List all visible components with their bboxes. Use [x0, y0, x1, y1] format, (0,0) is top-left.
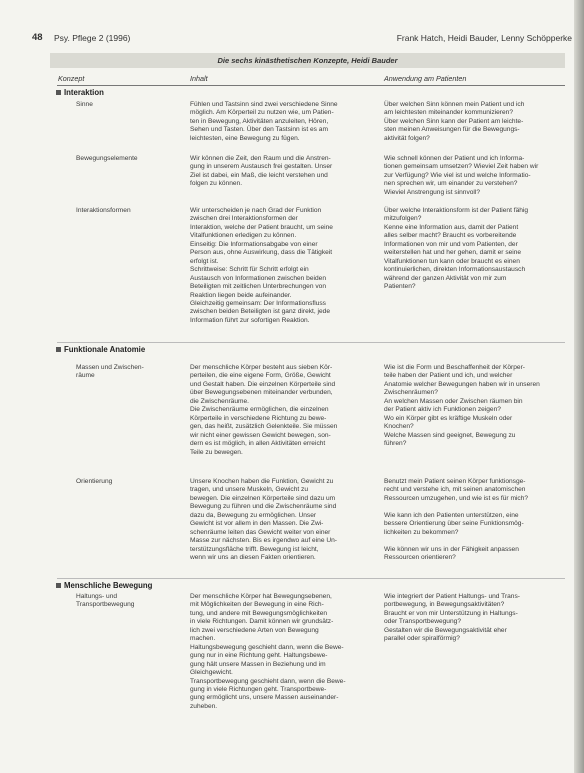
journal-reference: Psy. Pflege 2 (1996): [54, 33, 131, 43]
inhalt-cell: Der menschliche Körper besteht aus sieben Kör- perteilen, die eine eigene Form, Größe, Gewicht und Gestalt haben. Die einzelnen Körperteile sind über Bewegungsebenen miteinander verbunden, die Zwischenräume. Die Zwischenräume ermöglichen, die einzelnen Körperteile in verschiedene Richtung zu bewe- gen, das heißt, zusätzlich Gelenkteile. Sie müssen wir nicht einer gewissen Gewicht bewegen, son- dern es ist möglich, in allen Aktivitäten erreicht Teile zu bewegen.: [190, 364, 338, 456]
konzept-cell: Sinne: [76, 101, 93, 108]
anwendung-cell: Über welche Interaktionsform ist der Patient fähig mitzufolgen? Kenne eine Information aus, damit der Patient alles selber macht? Braucht es vorbereitende Informationen von mir und vom Patienten, der weiterstellen hat und her gehen, damit er seine Vitalfunktionen tun kann oder braucht es einen kontinuierlichen, direkten Informationsaustausch während der ganzen Aktivität von mir zum Patienten?: [384, 207, 529, 291]
header-authors: Frank Hatch, Heidi Bauder, Lenny Schöpperke: [396, 33, 572, 43]
column-header-anwendung: Anwendung am Patienten: [384, 74, 467, 83]
header-rule: [57, 85, 565, 86]
page-header: [32, 32, 572, 46]
page-number: 48: [32, 32, 43, 43]
anwendung-cell: Wie integriert der Patient Haltungs- und Trans- portbewegung, in Bewegungsaktivitäten? Braucht er von mir Unterstützung in Haltungs- oder Transportbewegung? Gestalten wir die Bewegungsaktivität eher parallel oder spiralförmig?: [384, 593, 520, 643]
bullet-square-icon: [56, 583, 61, 588]
inhalt-cell: Wir können die Zeit, den Raum und die Anstren- gung in unserem Austausch frei gestalten. Unser Ziel ist dabei, ein Maß, die leicht verstehen und folgen zu können.: [190, 155, 333, 188]
section-title-interaktion: Interaktion: [56, 88, 104, 97]
inhalt-cell: Fühlen und Tastsinn sind zwei verschiedene Sinne möglich. Am Körperteil zu nutzen wie, um Patien- ten in Bewegung, Aktivitäten anzuleiten, Hören, Sehen und Tasten. Über den Tastsinn ist es am leichtesten, eine Bewegung zu fügen.: [190, 101, 338, 142]
konzept-cell: Orientierung: [76, 478, 113, 485]
section-title-funktionale-anatomie: Funktionale Anatomie: [56, 345, 145, 354]
anwendung-cell: Wie schnell können der Patient und ich Informa- tionen gemeinsam umsetzen? Wieviel Zeit haben wir zur Verfügung? Wie viel ist und welche Informatio- nen sprechen wir, um einander zu verstehen? Wieviel Anstrengung ist sinnvoll?: [384, 155, 539, 196]
section-title-menschliche-bewegung: Menschliche Bewegung: [56, 581, 152, 590]
column-header-inhalt: Inhalt: [190, 74, 208, 83]
anwendung-cell: Wie ist die Form und Beschaffenheit der Körper- teile haben der Patient und ich, und welcher Anatomie welcher Bewegungen haben wir in unseren Zwischenräumen? An welchen Massen oder Zwischen räumen bin der Patient aktiv ich Funktionen zeigen? Wo ein Körper gibt es kräftige Muskeln oder Knochen? Welche Massen sind geeignet, Bewegung zu führen?: [384, 364, 540, 448]
bullet-square-icon: [56, 90, 61, 95]
section-divider: [57, 342, 565, 343]
konzept-cell: Bewegungselemente: [76, 155, 138, 162]
inhalt-cell: Unsere Knochen haben die Funktion, Gewicht zu tragen, und unsere Muskeln, Gewicht zu bewegen. Die einzelnen Körperteile sind dazu um Bewegung zu führen und die Zwischenräume sind dazu da, Bewegung zu ermöglichen. Unser Gewicht ist vor allem in den Massen. Die Zwi- schenräume leiten das Gewicht weiter von einer Masse zur nächsten. Bis es irgendwo auf eine Un- terstützungsfläche trifft. Bewegung ist leicht, wenn wir uns an diesen Fakten orientieren.: [190, 478, 337, 562]
section-divider: [57, 578, 565, 579]
konzept-cell: Haltungs- und Transportbewegung: [76, 593, 135, 609]
anwendung-cell: Benutzt mein Patient seinen Körper funktionsge- recht und verstehe ich, mit seinen anatomischen Ressourcen umzugehen, und wie ist es für mich? Wie kann ich den Patienten unterstützen, eine bessere Orientierung über seine Funktionsmög- lichkeiten zu bekommen? Wie können wir uns in der Fähigkeit anpassen Ressourcen orientieren?: [384, 478, 529, 562]
konzept-cell: Massen und Zwischen- räume: [76, 364, 144, 380]
table-title: Die sechs kinästhetischen Konzepte, Heidi Bauder: [50, 53, 565, 68]
konzept-cell: Interaktionsformen: [76, 207, 131, 214]
inhalt-cell: Wir unterscheiden je nach Grad der Funktion zwischen drei Interaktionsformen der Interaktion, welche der Patient braucht, um seine Vitalfunktionen erledigen zu können. Einseitig: Die Informationsabgabe von einer Person aus, ohne Auswirkung, dass die Tätigkeit erfolgt ist. Schrittweise: Schritt für Schritt erfolgt ein Austausch von Informationen zwischen beiden Beteiligten mit zeitlichen Unterbrechungen von Reaktion liegen beide aufeinander. Gleichzeitig gemeinsam: Der Informationsfluss zwischen beiden Beteiligten ist ganz direkt, jede Information führt zur sofortigen Reaktion.: [190, 207, 333, 324]
anwendung-cell: Über welchen Sinn können mein Patient und ich am leichtesten miteinander kommunizieren? Über welchen Sinn kann der Patient am leichte- sten meinen Anweisungen für die Bewegungs- aktivität folgen?: [384, 101, 525, 142]
column-header-konzept: Konzept: [58, 74, 85, 83]
book-spine-shadow: [574, 0, 584, 773]
inhalt-cell: Der menschliche Körper hat Bewegungsebenen, mit Möglichkeiten der Bewegung in eine Rich- tung, und andere mit Bewegungsmöglichkeiten in viele Richtungen. Damit können wir grundsätz- lich zwei verschiedene Arten von Bewegung machen. Haltungsbewegung geschieht dann, wenn die Bewe- gung nur in eine Richtung geht. Haltungsbewe- gung hält unsere Massen in Beziehung und im Gleichgewicht. Transportbewegung geschieht dann, wenn die Bewe- gung in viele Richtungen geht. Transportbewe- gung ermöglicht uns, unsere Massen auseinander- zuheben.: [190, 593, 346, 710]
bullet-square-icon: [56, 347, 61, 352]
